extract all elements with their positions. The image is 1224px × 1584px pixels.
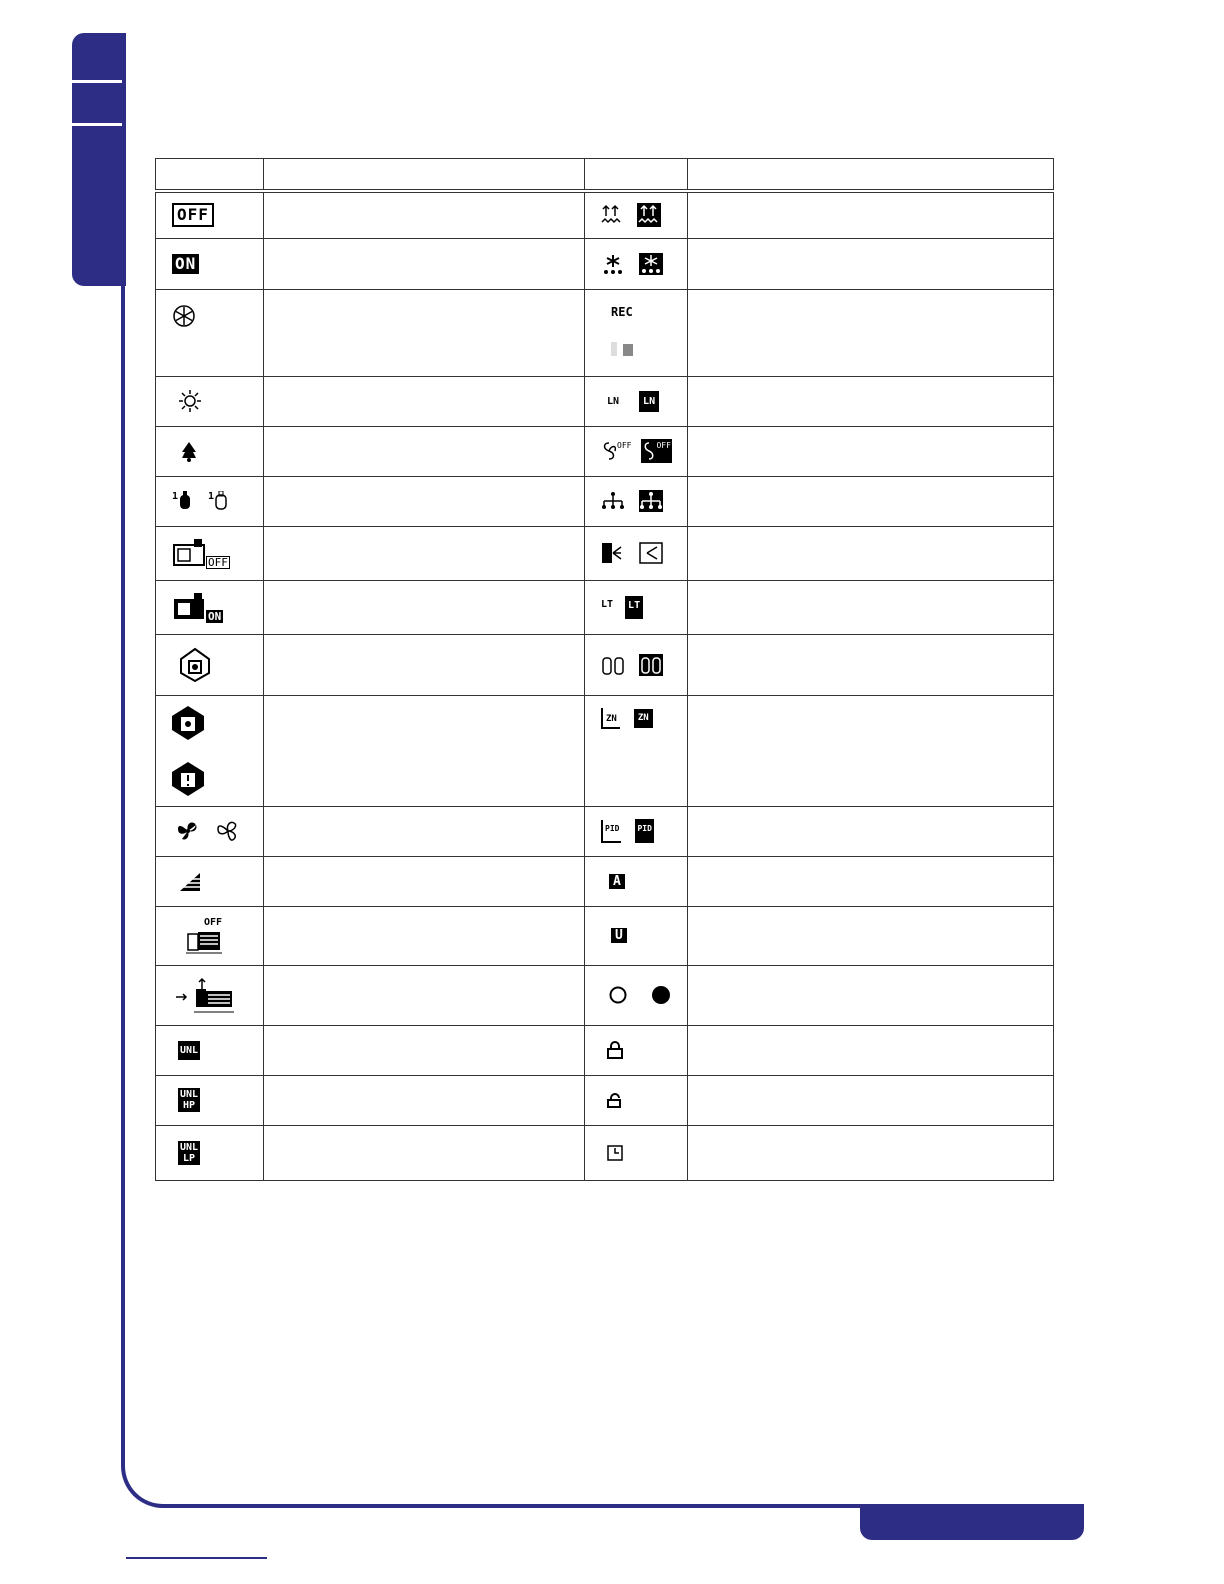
pump-icon	[186, 928, 222, 954]
door-filled-icon	[601, 542, 625, 564]
clock-icon	[607, 1145, 623, 1161]
table-row	[156, 634, 1054, 695]
zn-label: ZN	[606, 713, 617, 724]
header-cell	[264, 159, 585, 192]
description-cell	[688, 580, 1054, 634]
unl-label: UNL	[180, 1089, 199, 1100]
table-row	[156, 376, 1054, 426]
unit-icon	[172, 591, 206, 623]
lock-open-icon	[607, 1092, 623, 1108]
description-cell	[688, 476, 1054, 526]
evaporator-defrost-outline-icon	[601, 204, 623, 226]
on-icon: ON	[172, 254, 199, 274]
description-cell	[264, 965, 585, 1025]
fan-filled-icon	[176, 819, 200, 843]
description-cell	[688, 191, 1054, 238]
sun-icon	[178, 389, 202, 413]
pump-flow-icon	[176, 977, 234, 1013]
description-cell	[264, 806, 585, 856]
table-row	[156, 906, 1054, 965]
table-row	[156, 856, 1054, 906]
lock-closed-icon	[607, 1041, 623, 1059]
description-cell	[688, 289, 1054, 376]
table-row	[156, 580, 1054, 634]
table-row	[156, 1075, 1054, 1125]
header-cell	[688, 159, 1054, 192]
description-cell	[688, 856, 1054, 906]
table-row	[156, 191, 1054, 238]
pump-off-icon	[186, 917, 222, 954]
hp-label: HP	[183, 1100, 196, 1111]
compressor-filled-icon	[168, 704, 208, 742]
circle-filled-icon	[651, 985, 671, 1005]
pid-filled-icon	[635, 819, 653, 843]
description-cell	[264, 376, 585, 426]
lp-label: LP	[183, 1152, 196, 1164]
network-outline-icon	[601, 491, 625, 511]
icon-legend-table	[155, 158, 1054, 1181]
compressor-small-icon	[214, 491, 228, 511]
compressor-warning-icon	[168, 760, 208, 798]
manual-icon: U	[611, 928, 627, 943]
description-cell	[688, 965, 1054, 1025]
side-tab-notch	[72, 80, 122, 83]
alarm-bell-icon	[178, 440, 200, 462]
description-cell	[264, 238, 585, 289]
description-cell	[688, 376, 1054, 426]
zn-filled-icon: ZN	[634, 709, 653, 728]
description-cell	[264, 476, 585, 526]
unit-icon	[172, 537, 206, 569]
description-cell	[688, 806, 1054, 856]
description-cell	[264, 426, 585, 476]
description-cell	[688, 1075, 1054, 1125]
description-cell	[264, 1075, 585, 1125]
header-cell	[156, 159, 264, 192]
description-cell	[264, 289, 585, 376]
capacity-steps-icon	[178, 870, 202, 892]
description-cell	[264, 526, 585, 580]
fan-off-label: OFF	[656, 441, 671, 450]
description-cell	[264, 634, 585, 695]
fan-off-filled-icon	[641, 439, 671, 463]
description-cell	[264, 1125, 585, 1180]
unl-lp-icon	[178, 1141, 200, 1165]
description-cell	[688, 1125, 1054, 1180]
unl-label: UNL	[180, 1141, 199, 1153]
table-row	[156, 476, 1054, 526]
pid-label: PID	[637, 824, 652, 833]
table-row	[156, 238, 1054, 289]
description-cell	[688, 526, 1054, 580]
page-number-tab	[860, 1504, 1084, 1540]
snowflake-icon	[172, 304, 196, 328]
table-row	[156, 526, 1054, 580]
battery-icon	[611, 340, 635, 358]
fan-outline-icon	[216, 819, 240, 843]
table-row	[156, 695, 1054, 806]
circuit-number: 1	[208, 491, 215, 502]
auto-icon: A	[609, 874, 625, 889]
ln-filled-icon: LN	[639, 391, 659, 412]
fan-off-outline-icon	[601, 440, 631, 462]
fan-blade-icon	[642, 440, 656, 462]
circuit1-filled-icon	[172, 491, 192, 511]
table-row	[156, 426, 1054, 476]
fan-drip-filled-icon	[639, 253, 663, 275]
zn-outline-icon	[601, 708, 620, 729]
description-cell	[264, 580, 585, 634]
description-cell	[688, 426, 1054, 476]
dual-filled-icon	[639, 654, 663, 676]
compressor-small-icon	[178, 491, 192, 511]
description-cell	[688, 238, 1054, 289]
unit-off-label: OFF	[208, 556, 228, 569]
network-filled-icon	[639, 490, 663, 512]
table-row	[156, 806, 1054, 856]
pid-label: PID	[605, 823, 620, 833]
off-icon: OFF	[172, 203, 214, 227]
header-cell	[585, 159, 688, 192]
side-tab	[72, 33, 126, 286]
description-cell	[264, 856, 585, 906]
description-cell	[264, 906, 585, 965]
circuit-number: 1	[172, 491, 179, 502]
description-cell	[688, 906, 1054, 965]
door-outline-icon	[639, 542, 663, 564]
circuit1-outline-icon	[208, 491, 228, 511]
rec-icon: REC	[611, 305, 633, 319]
description-cell	[264, 695, 585, 806]
description-cell	[688, 634, 1054, 695]
pump-off-label: OFF	[203, 917, 222, 928]
side-tab-notch	[72, 123, 122, 126]
unit-off-icon	[172, 537, 230, 569]
table-row	[156, 289, 1054, 376]
description-cell	[264, 1025, 585, 1075]
lt-outline-icon: LT	[601, 598, 614, 610]
footer-rule	[126, 1557, 267, 1559]
table-row	[156, 965, 1054, 1025]
table-row	[156, 1125, 1054, 1180]
circle-outline-icon	[609, 986, 627, 1004]
ln-outline-icon: LN	[607, 395, 620, 407]
fan-off-label: OFF	[617, 441, 632, 450]
unit-on-icon	[172, 591, 223, 623]
table-row	[156, 1025, 1054, 1075]
description-cell	[264, 191, 585, 238]
unl-hp-icon	[178, 1088, 200, 1112]
fan-blade-icon	[601, 440, 617, 462]
pid-outline-icon	[601, 820, 621, 843]
fan-drip-outline-icon	[601, 253, 625, 275]
unit-on-label: ON	[208, 610, 222, 623]
compressor-outline-icon	[176, 646, 214, 684]
lt-filled-icon: LT	[625, 596, 643, 619]
unl-icon: UNL	[178, 1041, 200, 1060]
table-header-row	[156, 159, 1054, 192]
description-cell	[688, 695, 1054, 806]
dual-outline-icon	[601, 654, 625, 676]
evaporator-defrost-filled-icon	[637, 203, 661, 227]
description-cell	[688, 1025, 1054, 1075]
